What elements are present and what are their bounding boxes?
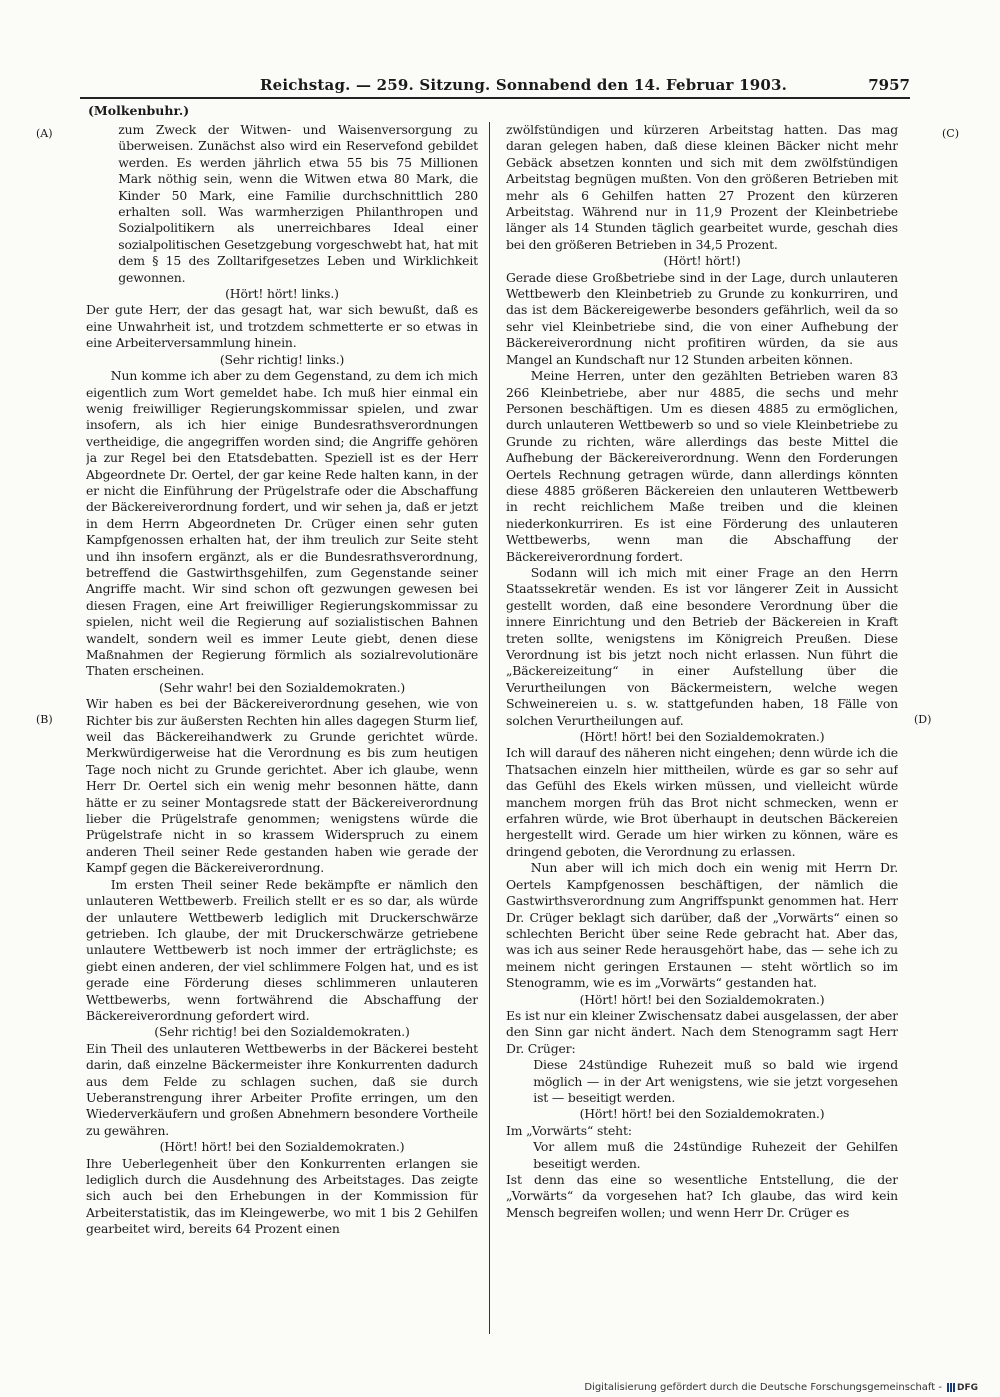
dfg-logo-text: DFG [956,1382,978,1393]
paragraph: Der gute Herr, der das gesagt hat, war sich bewußt, daß es eine Unwahrheit ist, und trotzdem schmetterte er so etwas in eine Arbeiterversammlung hinein. [86,302,478,351]
paragraph: Ich will darauf des näheren nicht eingehen; denn würde ich die Thatsachen einzeln hier mittheilen, würde es gar so sehr auf das Gefühl des Ekels wirken müssen, und vielleicht würde manchem morgen früh das Brot nicht schmecken, wenn er erfahren würde, wie Brot überhaupt in deutschen Bäckereien hergestellt wird. Gerade um hier wirken zu können, wäre es dringend geboten, die Verordnung zu erlassen. [506,745,898,859]
header-rule [80,97,910,99]
margin-mark-a: (A) [36,127,53,140]
paragraph: Im ersten Theil seiner Rede bekämpfte er nämlich den unlauteren Wettbewerb. Freilich stellt er es so dar, als würde der unlautere Wettbewerb lediglich mit Druckerschwärze getrieben. Ich glaube, der mit Druckerschwärze getriebene unlautere Wettbewerb ist noch immer der erträglichste; es giebt einen anderen, der viel schlimmere Folgen hat, und es ist gerade eine Förderung dieses schlimmeren unlauteren Wettbewerbs, wenn fortwährend die Abschaffung der Bäckereiverordnung gefordert wird. [86,876,478,1023]
interjection: (Hört! hört! bei den Sozialdemokraten.) [579,729,825,745]
paragraph: Diese 24stündige Ruhezeit muß so bald wie irgend möglich — in der Art wenigstens, wie sie jetzt vorgesehen ist — beseitigt werden. [533,1057,898,1105]
page-number: 7957 [868,76,910,94]
paragraph: Sodann will ich mich mit einer Frage an den Herrn Staatssekretär wenden. Es ist vor längerer Zeit in Aussicht gestellt worden, daß eine besondere Verordnung über die innere Einrichtung und den Betrieb der Bäckereien in Kraft treten sollte, wenigstens im Königreich Preußen. Diese Verordnung ist bis jetzt noch nicht erlassen. Nun führt die „Bäckereizeitung“ in einer Aufstellung über die Verurtheilungen von Bäckermeistern, welche wegen Schweinereien u. s. w. stattgefunden haben, 18 Fälle von solchen Verurtheilungen auf. [506,564,898,728]
interjection: (Sehr richtig! bei den Sozialdemokraten.) [154,1024,410,1040]
interjection: (Hört! hört!) [663,253,741,269]
paragraph: Vor allem muß die 24stündige Ruhezeit der Gehilfen beseitigt werden. [533,1139,898,1171]
paragraph: Nun komme ich aber zu dem Gegenstand, zu dem ich mich eigentlich zum Wort gemeldet habe. Ich muß hier einmal ein wenig freiwilliger Regierungskommissar spielen, und zwar insofern, als ich hier einige Bundesrathsverordnungen vertheidige, die angegriffen worden sind; die Angriffe gehören ja zur Regel bei den Etatsdebatten. Speziell ist es der Herr Abgeordnete Dr. Oertel, der gar keine Rede halten kann, in der er nicht die Einführung der Prügelstrafe oder die Abschaffung der Bäckereiverordnung fordert, und wir sehen ja, daß er jetzt in dem Herrn Abgeordneten Dr. Crüger einen sehr guten Kampfgenossen erhalten hat, der ihm treulich zur Seite steht und ihn insofern ergänzt, als er die Bundesrathsverordnung, betreffend die Gastwirthsgehilfen, zum Gegenstande seiner Angriffe macht. Wir sind schon oft gezwungen gewesen bei diesen Fragen, eine Art freiwilliger Regierungskommissar zu spielen, nicht weil die Regierung auf sozialistischen Bahnen wandelt, sondern weil es immer Leute giebt, denen diese Maßnahmen der Regierung förmlich als sozialrevolutionäre Thaten erscheinen. [86,368,478,679]
paragraph: zwölfstündigen und kürzeren Arbeitstag hatten. Das mag daran gelegen haben, daß diese kleinen Bäcker nicht mehr Gebäck absetzen konnten und sich mit dem zwölfstündigen Arbeitstag begnügen mußten. Von den größeren Betrieben mit mehr als 6 Gehilfen hatten 27 Prozent den kürzeren Arbeitstag. Während nur in 11,9 Prozent der Kleinbetriebe länger als 14 Stunden täglich gearbeitet wurde, geschah dies bei den größeren Betrieben in 34,5 Prozent. [506,122,898,252]
left-column [86,122,478,1332]
page-header [80,76,910,98]
paragraph: Es ist nur ein kleiner Zwischensatz dabei ausgelassen, der aber den Sinn gar nicht ändert. Nach dem Stenogramm sagt Herr Dr. Crüger: [506,1007,898,1056]
interjection: (Sehr richtig! links.) [219,351,345,367]
paragraph: Ihre Ueberlegenheit über den Konkurrenten erlangen sie lediglich durch die Ausdehnung des Arbeitstages. Das zeigte sich auch bei den Erhebungen in der Kommission für Arbeiterstatistik, das im Kleingewerbe, wo mit 1 bis 2 Gehilfen gearbeitet wird, bereits 64 Prozent einen [86,1155,478,1237]
margin-mark-d: (D) [914,713,932,726]
right-column [506,122,898,1332]
column-divider [489,122,490,1334]
interjection: (Hört! hört! links.) [225,286,339,302]
interjection: (Hört! hört! bei den Sozialdemokraten.) [159,1139,405,1155]
paragraph: Im „Vorwärts“ steht: [506,1122,632,1138]
dfg-logo-icon [947,1383,955,1392]
interjection: (Sehr wahr! bei den Sozialdemokraten.) [158,679,406,695]
paragraph: Meine Herren, unter den gezählten Betrieben waren 83 266 Kleinbetriebe, aber nur 4885, die sechs und mehr Personen beschäftigen. Um es diesen 4885 zu ermöglichen, durch unlauteren Wettbewerb so und so viele Kleinbetriebe zu Grunde zu richten, wäre allerdings das beste Mittel die Aufhebung der Bäckereiverordnung. Wenn den Forderungen Oertels Rechnung getragen würde, dann allerdings könnten diese 4885 größeren Bäckereien den unlauteren Wettbewerb in recht reichlichem Maße treiben und die kleinen niederkonkurriren. Es ist eine Förderung des unlauteren Wettbewerbs, wenn man die Abschaffung der Bäckereiverordnung fordert. [506,368,898,564]
paragraph: zum Zweck der Witwen- und Waisenversorgung zu überweisen. Zunächst also wird ein Reservefond gebildet werden. Es werden jährlich etwa 55 bis 75 Millionen Mark nöthig sein, wenn die Witwen etwa 80 Mark, die Kinder 50 Mark, eine Familie durchschnittlich 280 erhalten soll. Was warmherzigen Philanthropen und Sozialpolitikern als unerreichbares Ideal einer sozialpolitischen Gesetzgebung vorgeschwebt hat, hat mit dem § 15 des Zolltarifgesetzes Leben und Wirklichkeit gewonnen. [118,122,478,285]
speaker-label: (Molkenbuhr.) [88,103,190,118]
footer-text: Digitalisierung gefördert durch die Deutsche Forschungsgemeinschaft - [584,1382,942,1393]
paragraph: Gerade diese Großbetriebe sind in der Lage, durch unlauteren Wettbewerb den Kleinbetrieb zu Grunde zu konkurriren, und das ist dem Bäckereigewerbe besonders gefährlich, weil da so sehr viel Kleinbetriebe sind, die von einer Aufhebung der Bäckereiverordnung nicht profitiren würden, da sie aus Mangel an Kundschaft nur 12 Stunden arbeiten können. [506,269,898,367]
dfg-logo [947,1383,978,1393]
paragraph: Ist denn das eine so wesentliche Entstellung, die der „Vorwärts“ da vorgesehen hat? Ich glaube, das wird kein Mensch begreifen wollen; und wenn Herr Dr. Crüger es [506,1172,898,1220]
interjection: (Hört! hört! bei den Sozialdemokraten.) [579,991,825,1007]
margin-mark-c: (C) [942,127,959,140]
interjection: (Hört! hört! bei den Sozialdemokraten.) [579,1106,825,1122]
running-title: Reichstag. — 259. Sitzung. Sonnabend den 14. Februar 1903. [260,76,788,94]
margin-mark-b: (B) [36,713,53,726]
paragraph: Wir haben es bei der Bäckereiverordnung gesehen, wie von Richter bis zur äußersten Rechten hin alles dagegen Sturm lief, weil das Bäckereihandwerk zu Grunde gerichtet würde. Merkwürdigerweise hat die Verordnung es bis zum heutigen Tage noch nicht zu Grunde gerichtet. Aber ich glaube, wenn Herr Dr. Oertel sich ein wenig mehr besonnen hätte, dann hätte er zu seiner Montagsrede statt der Bäckereiverordnung lieber die Prügelstrafe genommen; wenigstens würde die Prügelstrafe nicht in so krassem Widerspruch zu einem anderen Theil seiner Rede gestanden haben wie gerade der Kampf gegen die Bäckereiverordnung. [86,696,478,876]
paragraph: Ein Theil des unlauteren Wettbewerbs in der Bäckerei besteht darin, daß einzelne Bäckermeister ihre Konkurrenten dadurch aus dem Felde zu schlagen suchen, daß sie durch Ueberanstrengung ihrer Arbeiter Profite erringen, um den Wiederverkäufern und großen Abnehmern besondere Vortheile zu gewähren. [86,1040,478,1138]
paragraph: Nun aber will ich mich doch ein wenig mit Herrn Dr. Oertels Kampfgenossen beschäftigen, der nämlich die Gastwirthsverordnung zum Angriffspunkt genommen hat. Herr Dr. Crüger beklagt sich darüber, daß der „Vorwärts“ einen so schlechten Bericht über seine Rede gebracht hat. Aber das, was ich aus seiner Rede herausgehört habe, das — sehe ich zu meinem nicht geringen Erstaunen — steht wörtlich so im Stenogramm, wie es im „Vorwärts“ gestanden hat. [506,860,898,991]
page-footer [584,1382,978,1393]
